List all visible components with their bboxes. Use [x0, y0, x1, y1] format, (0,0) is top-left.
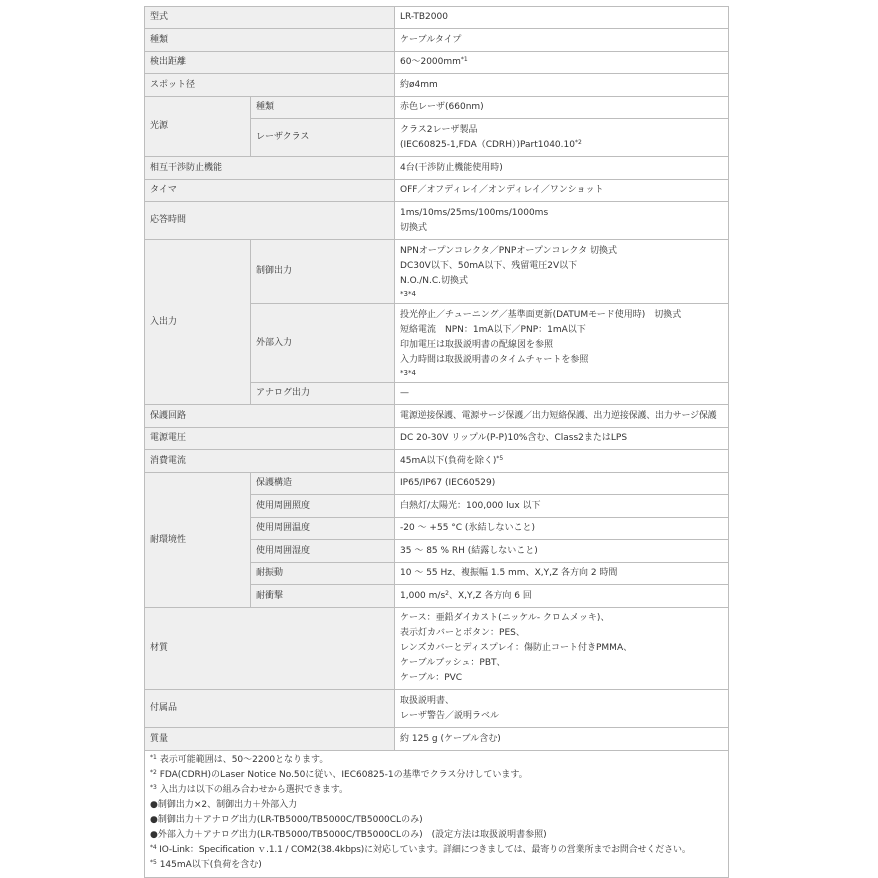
footnote-4-text: IO-Link：Specification ｖ.1.1 / COM2(38.4kbps)に対応しています。詳細につきましては、最寄りの営業所までお問合せください。: [156, 845, 691, 855]
footnote-1-mark: *1: [150, 754, 157, 761]
control-output-notes: *3*4: [400, 289, 416, 298]
footnote-2-mark: *2: [150, 769, 157, 776]
laser-class-line2-text: (IEC60825-1,FDA（CDRH）)Part1040.10: [400, 139, 575, 150]
control-output-line3: N.O./N.C.切換式: [400, 275, 468, 286]
label-humidity: 使用周囲湿度: [251, 540, 395, 563]
footnote-3: [150, 783, 723, 798]
row-control-output: [145, 240, 729, 304]
value-mass: 約 125 g (ケーブル含む): [395, 728, 729, 751]
footnote-3-text: 入出力は以下の組み合わせから選択できます。: [156, 785, 348, 795]
material-line3: レンズカバーとディスプレイ：傷防止コート付きPMMA、: [400, 643, 633, 653]
label-distance: 検出距離: [145, 52, 395, 74]
row-protection: [145, 405, 729, 428]
value-voltage: DC 20-30V リップル(P-P)10%含む、Class2またはLPS: [395, 428, 729, 450]
value-humidity: 35 〜 85 % RH (結露しないこと): [395, 540, 729, 563]
footnote-4-mark: *4: [150, 844, 157, 851]
value-model: LR-TB2000: [395, 7, 729, 29]
label-mass: 質量: [145, 728, 395, 751]
label-vibration: 耐振動: [251, 563, 395, 585]
material-line5: ケーブル：PVC: [400, 673, 463, 683]
value-accessories: [395, 690, 729, 728]
value-analog-output: —: [395, 383, 729, 405]
value-laser-class: [395, 119, 729, 157]
external-input-line1: 投光停止／チューニング／基準面更新(DATUMモード使用時) 切換式: [400, 309, 682, 320]
laser-class-line1: クラス2レーザ製品: [400, 124, 478, 135]
label-env: 耐環境性: [145, 473, 251, 608]
value-protection: 電源逆接保護、電源サージ保護／出力短絡保護、出力逆接保護、出力サージ保護: [395, 405, 729, 428]
row-kind: [145, 29, 729, 52]
row-enclosure: [145, 473, 729, 495]
shock-exponent: 2: [445, 589, 449, 597]
response-line1: 1ms/10ms/25ms/100ms/1000ms: [400, 207, 549, 218]
label-timer: タイマ: [145, 180, 395, 202]
label-current: 消費電流: [145, 450, 395, 473]
value-spot: 約ø4mm: [395, 74, 729, 97]
value-enclosure: IP65/IP67 (IEC60529): [395, 473, 729, 495]
footnote-2-text: FDA(CDRH)のLaser Notice No.50に従い、IEC60825-1の基準でクラス分けしています。: [156, 770, 528, 780]
distance-text: 60〜2000mm: [400, 57, 461, 67]
row-mass: [145, 728, 729, 751]
label-response: 応答時間: [145, 202, 395, 240]
row-model: [145, 7, 729, 29]
footnote-5-mark: *5: [150, 859, 157, 866]
footnote-5: [150, 858, 723, 873]
label-control-output: 制御出力: [251, 240, 395, 304]
label-kind: 種類: [145, 29, 395, 52]
material-line1: ケース：亜鉛ダイカスト(ニッケル- クロムメッキ)、: [400, 613, 610, 623]
footnote-5-text: 145mA以下(負荷を含む): [156, 860, 262, 870]
material-line4: ケーブルブッシュ：PBT、: [400, 658, 506, 668]
laser-class-line2: [400, 138, 723, 153]
control-output-line1: NPNオープンコレクタ／PNPオープンコレクタ 切換式: [400, 245, 618, 256]
label-analog-output: アナログ出力: [251, 383, 395, 405]
current-note: *5: [496, 454, 504, 462]
control-output-line2: DC30V以下、50mA以下、残留電圧2V以下: [400, 260, 578, 271]
response-line2: 切換式: [400, 222, 428, 233]
label-interference: 相互干渉防止機能: [145, 157, 395, 180]
value-interference: 4台(干渉防止機能使用時): [395, 157, 729, 180]
row-accessories: [145, 690, 729, 728]
label-illuminance: 使用周囲照度: [251, 495, 395, 518]
shock-text: 1,000 m/s: [400, 590, 446, 601]
label-material: 材質: [145, 608, 395, 690]
row-distance: [145, 52, 729, 74]
value-timer: OFF／オフディレイ／オンディレイ／ワンショット: [395, 180, 729, 202]
distance-note: *1: [460, 56, 468, 63]
value-external-input: [395, 304, 729, 383]
row-footnotes: [145, 751, 729, 878]
row-response: [145, 202, 729, 240]
value-control-output: [395, 240, 729, 304]
row-material: [145, 608, 729, 690]
external-input-line2: 短絡電流 NPN：1mA以下／PNP：1mA以下: [400, 324, 586, 335]
footnote-3-option-c: ●外部入力＋アナログ出力(LR-TB5000/TB5000C/TB5000CLのみ) (設定方法は取扱説明書参照): [150, 830, 547, 840]
label-light-type: 種類: [251, 97, 395, 119]
footnote-4: [150, 843, 723, 858]
label-protection: 保護回路: [145, 405, 395, 428]
label-shock: 耐衝撃: [251, 585, 395, 608]
value-kind: ケーブルタイプ: [395, 29, 729, 52]
footnote-2: [150, 768, 723, 783]
value-vibration: 10 〜 55 Hz、複振幅 1.5 mm、X,Y,Z 各方向 2 時間: [395, 563, 729, 585]
label-accessories: 付属品: [145, 690, 395, 728]
footnote-3-mark: *3: [150, 784, 157, 791]
label-enclosure: 保護構造: [251, 473, 395, 495]
footnote-1: [150, 753, 723, 768]
footnote-3-option-a: ●制御出力×2、制御出力＋外部入力: [150, 800, 298, 810]
label-spot: スポット径: [145, 74, 395, 97]
value-material: [395, 608, 729, 690]
shock-text-rest: 、X,Y,Z 各方向 6 回: [448, 590, 532, 601]
material-line2: 表示灯カバーとボタン：PES、: [400, 628, 525, 638]
row-timer: [145, 180, 729, 202]
footnotes: [145, 751, 729, 878]
accessories-line2: レーザ警告／説明ラベル: [400, 710, 500, 721]
row-light-type: [145, 97, 729, 119]
label-temperature: 使用周囲温度: [251, 518, 395, 540]
value-distance: [395, 52, 729, 74]
row-interference: [145, 157, 729, 180]
external-input-line4: 入力時間は取扱説明書のタイムチャートを参照: [400, 354, 589, 365]
label-model: 型式: [145, 7, 395, 29]
laser-class-note: *2: [574, 138, 582, 146]
footnote-1-text: 表示可能範囲は、50〜2200となります。: [156, 755, 329, 765]
external-input-notes: *3*4: [400, 368, 416, 377]
label-external-input: 外部入力: [251, 304, 395, 383]
accessories-line1: 取扱説明書、: [400, 695, 455, 706]
value-current: [395, 450, 729, 473]
label-light: 光源: [145, 97, 251, 157]
value-temperature: -20 〜 +55 °C (氷結しないこと): [395, 518, 729, 540]
value-response: [395, 202, 729, 240]
spec-table: [144, 6, 729, 878]
label-laser-class: レーザクラス: [251, 119, 395, 157]
current-text: 45mA以下(負荷を除く): [400, 455, 497, 466]
row-current: [145, 450, 729, 473]
footnote-3-option-b: ●制御出力＋アナログ出力(LR-TB5000/TB5000C/TB5000CLのみ): [150, 815, 423, 825]
value-illuminance: 白熱灯/太陽光：100,000 lux 以下: [395, 495, 729, 518]
row-spot: [145, 74, 729, 97]
row-voltage: [145, 428, 729, 450]
external-input-line3: 印加電圧は取扱説明書の配線図を参照: [400, 339, 554, 350]
value-shock: [395, 585, 729, 608]
label-voltage: 電源電圧: [145, 428, 395, 450]
label-io: 入出力: [145, 240, 251, 405]
value-light-type: 赤色レーザ(660nm): [395, 97, 729, 119]
